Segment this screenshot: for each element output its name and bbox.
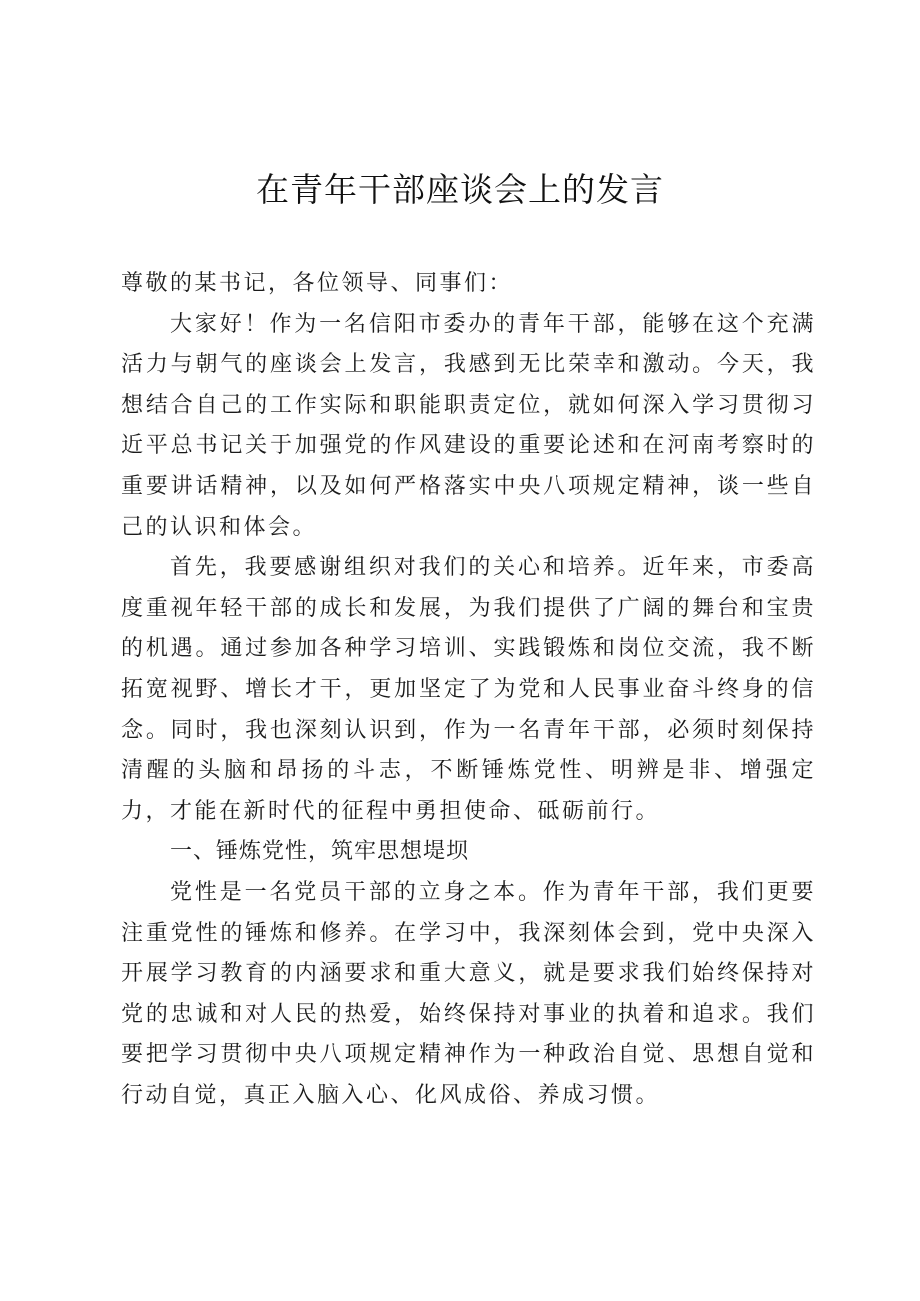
- paragraph-gratitude: 首先，我要感谢组织对我们的关心和培养。近年来，市委高度重视年轻干部的成长和发展，为我们提供了广阔的舞台和宝贵的机遇。通过参加各种学习培训、实践锻炼和岗位交流，我不断拓宽视野、增长才干，更加坚定了为党和人民事业奋斗终身的信念。同时，我也深刻认识到，作为一名青年干部，必须时刻保持清醒的头脑和昂扬的斗志，不断锤炼党性、明辨是非、增强定力，才能在新时代的征程中勇担使命、砥砺前行。: [121, 555, 816, 824]
- section-heading: 一、锤炼党性，筑牢思想堤坝: [170, 839, 470, 865]
- salutation: 尊敬的某书记，各位领导、同事们：: [121, 271, 514, 296]
- document-body: [121, 264, 816, 1116]
- document-title: 在青年干部座谈会上的发言: [256, 170, 664, 209]
- paragraph-intro: 大家好！作为一名信阳市委办的青年干部，能够在这个充满活力与朝气的座谈会上发言，我感到无比荣幸和激动。今天，我想结合自己的工作实际和职能职责定位，就如何深入学习贯彻习近平总书记关于加强党的作风建设的重要论述和在河南考察时的重要讲话精神，以及如何严格落实中央八项规定精神，谈一些自己的认识和体会。: [121, 311, 816, 540]
- paragraph-party-spirit: 党性是一名党员干部的立身之本。作为青年干部，我们更要注重党性的锤炼和修养。在学习中，我深刻体会到，党中央深入开展学习教育的内涵要求和重大意义，就是要求我们始终保持对党的忠诚和对人民的热爱，始终保持对事业的执着和追求。我们要把学习贯彻中央八项规定精神作为一种政治自觉、思想自觉和行动自觉，真正入脑入心、化风成俗、养成习惯。: [121, 879, 816, 1108]
